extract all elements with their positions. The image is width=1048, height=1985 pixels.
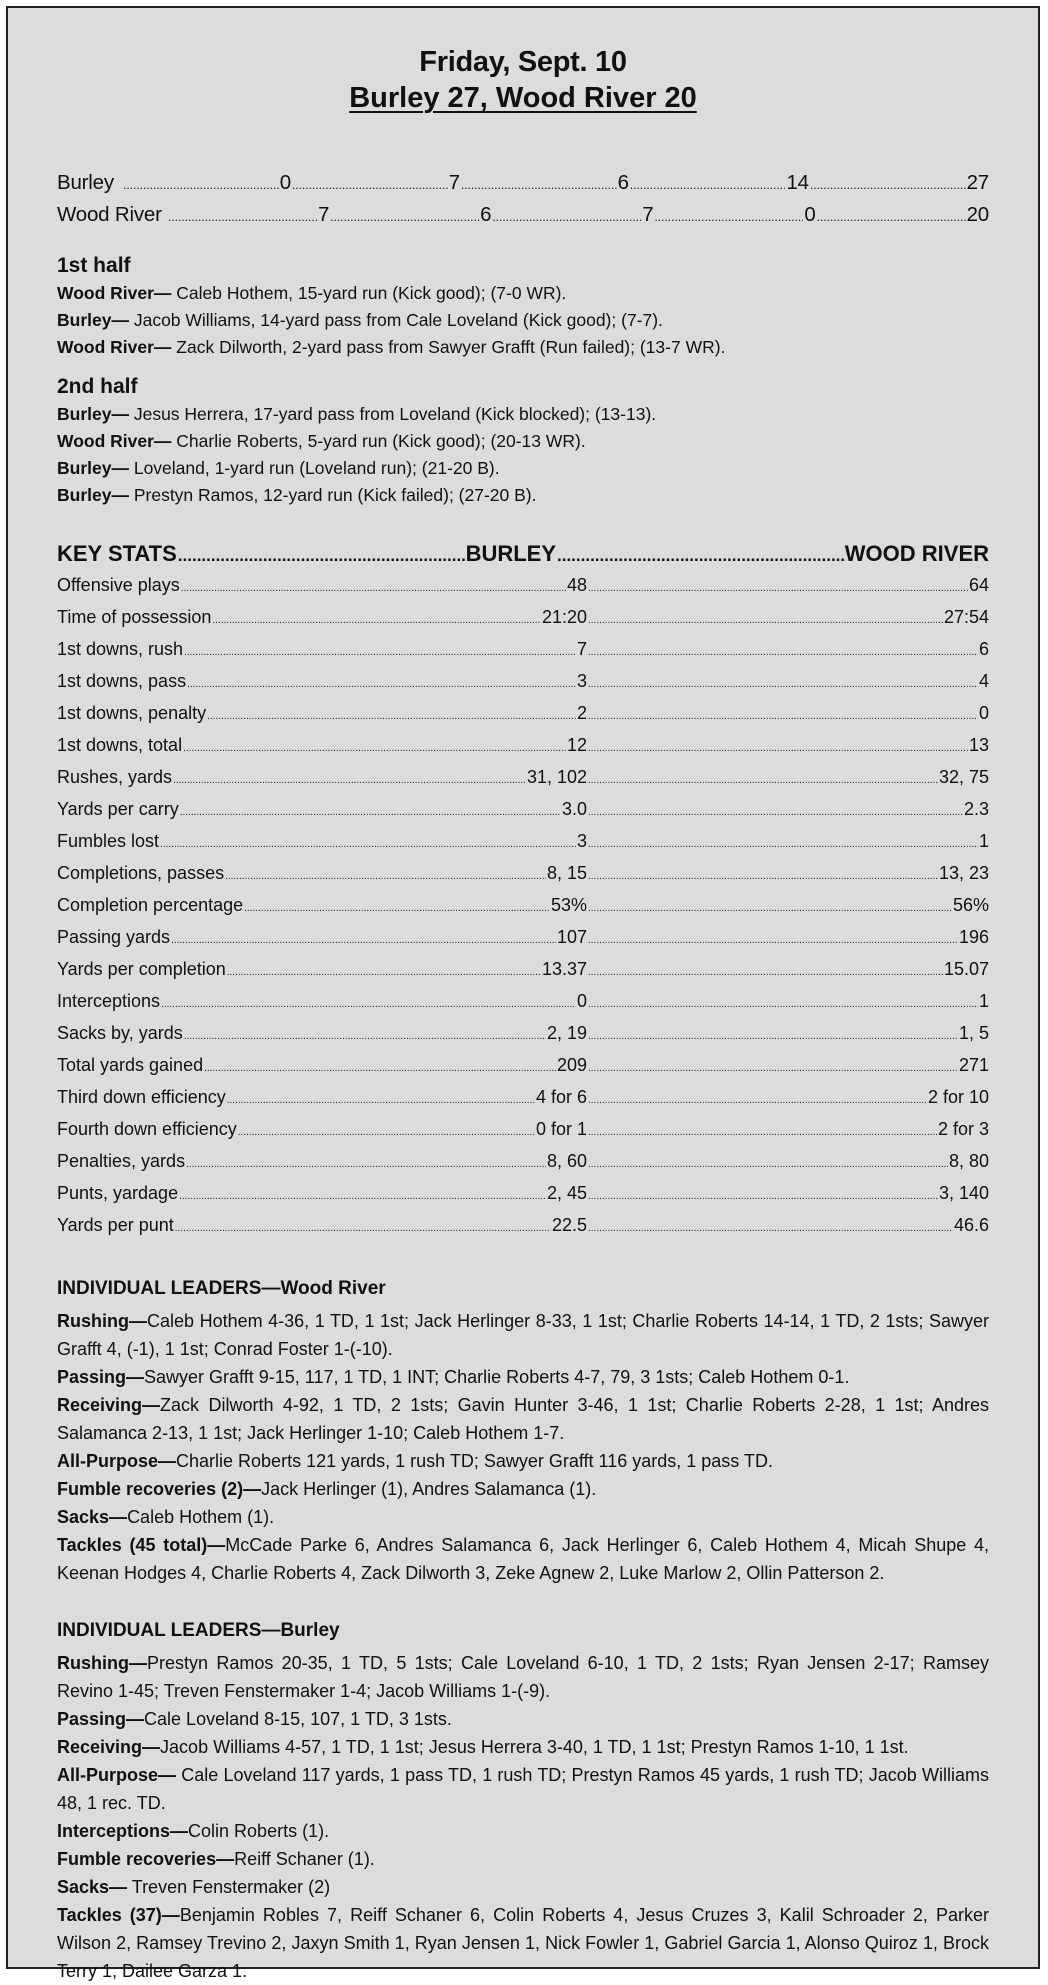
score-q4: 0 xyxy=(804,203,816,226)
key-stat-row xyxy=(57,891,989,923)
stat-burley: 3 xyxy=(576,671,587,691)
stat-label: 1st downs, pass xyxy=(57,671,187,691)
stat-burley: 12 xyxy=(566,735,587,755)
leaders-heading: INDIVIDUAL LEADERS—Burley xyxy=(57,1620,340,1641)
stat-burley: 209 xyxy=(556,1055,587,1075)
stat-wood-river: 2.3 xyxy=(963,799,989,819)
scoring-team: Burley— xyxy=(57,404,129,424)
key-stats-rows xyxy=(57,571,989,1243)
score-q2: 6 xyxy=(480,203,492,226)
key-stat-row xyxy=(57,571,989,603)
scoring-desc: Charlie Roberts, 5-yard run (Kick good); (20-13 WR). xyxy=(171,431,586,451)
stat-wood-river: 15.07 xyxy=(943,959,989,979)
leader-entry xyxy=(57,1447,989,1475)
key-stat-row xyxy=(57,667,989,699)
key-stat-row xyxy=(57,603,989,635)
key-stat-row xyxy=(57,1147,989,1179)
key-stats-header xyxy=(57,539,989,571)
score-row-burley xyxy=(57,168,989,200)
leader-details: Benjamin Robles 7, Reiff Schaner 6, Colin Roberts 4, Jesus Cruzes 3, Kalil Schroader 2, Parker Wilson 2, Ramsey Trevino 2, Jaxyn Smith 1, Ryan Jensen 1, Nick Fowler 1, Gabriel Garcia 1, Alonso Quiroz 1, Brock Terry 1, Dailee Garza 1. xyxy=(57,1905,990,1981)
leader-category: Passing— xyxy=(57,1367,145,1387)
stat-burley: 21:20 xyxy=(541,607,587,627)
leader-details: Treven Fenstermaker (2) xyxy=(127,1877,331,1897)
key-stat-row xyxy=(57,763,989,795)
stat-label: Passing yards xyxy=(57,927,171,947)
stat-burley: 2, 45 xyxy=(546,1183,587,1203)
score-q2: 7 xyxy=(448,171,460,194)
key-stat-row xyxy=(57,1051,989,1083)
game-date: Friday, Sept. 10 xyxy=(419,46,627,78)
stat-label: 1st downs, total xyxy=(57,735,183,755)
stat-wood-river: 3, 140 xyxy=(938,1183,989,1203)
stat-wood-river: 1, 5 xyxy=(958,1023,989,1043)
score-q1: 7 xyxy=(317,203,330,226)
stat-burley: 3 xyxy=(576,831,587,851)
stat-label: Yards per punt xyxy=(57,1215,174,1235)
stat-label: Total yards gained xyxy=(57,1055,204,1075)
scoring-play xyxy=(57,280,989,307)
stat-wood-river: 46.6 xyxy=(953,1215,989,1235)
box-score-card xyxy=(6,6,1040,1981)
leader-details: Colin Roberts (1). xyxy=(188,1821,330,1841)
leader-details: Cale Loveland 8-15, 107, 1 TD, 3 1sts. xyxy=(144,1709,452,1729)
stat-label: Rushes, yards xyxy=(57,767,173,787)
score-q1: 0 xyxy=(279,171,291,194)
key-stat-row xyxy=(57,1211,989,1243)
leader-entry xyxy=(57,1705,989,1733)
stat-wood-river: 1 xyxy=(978,991,989,1011)
scoring-team: Burley— xyxy=(57,458,129,478)
scoring-play xyxy=(57,455,989,482)
scoring-desc: Loveland, 1-yard run (Loveland run); (21-20 B). xyxy=(128,458,500,478)
leader-entry xyxy=(57,1503,989,1531)
scoring-play xyxy=(57,401,989,428)
leader-entry xyxy=(57,1873,989,1901)
score-by-quarter xyxy=(57,168,989,232)
stat-label: Penalties, yards xyxy=(57,1151,186,1171)
stat-burley: 22.5 xyxy=(551,1215,587,1235)
stat-wood-river: 56% xyxy=(952,895,989,915)
stat-label: 1st downs, penalty xyxy=(57,703,207,723)
key-stat-row xyxy=(57,1115,989,1147)
stat-wood-river: 64 xyxy=(968,575,989,595)
key-stat-row xyxy=(57,731,989,763)
leader-entry xyxy=(57,1901,989,1985)
key-stat-row xyxy=(57,635,989,667)
key-stat-row xyxy=(57,827,989,859)
stat-burley: 8, 60 xyxy=(546,1151,587,1171)
key-stat-row xyxy=(57,955,989,987)
stat-wood-river: 271 xyxy=(958,1055,989,1075)
stat-wood-river: 2 for 3 xyxy=(937,1119,989,1139)
leader-details: Reiff Schaner (1). xyxy=(234,1849,375,1869)
scoring-desc: Jacob Williams, 14-yard pass from Cale Loveland (Kick good); (7-7). xyxy=(128,310,663,330)
scoring-desc: Caleb Hothem, 15-yard run (Kick good); (7-0 WR). xyxy=(171,283,567,303)
stat-burley: 31, 102 xyxy=(526,767,587,787)
leader-details: Sawyer Grafft 9-15, 117, 1 TD, 1 INT; Charlie Roberts 4-7, 79, 3 1sts; Caleb Hothem 0-1. xyxy=(144,1367,850,1387)
leader-category: Sacks— xyxy=(57,1877,128,1897)
leader-details: Zack Dilworth 4-92, 1 TD, 2 1sts; Gavin Hunter 3-46, 1 1st; Charlie Roberts 2-28, 1 1st; Andres Salamanca 2-13, 1 1st; Jack Herlinger 1-10; Caleb Hothem 1-7. xyxy=(57,1395,989,1443)
leader-entry xyxy=(57,1761,989,1817)
key-stat-row xyxy=(57,1083,989,1115)
leaders-list xyxy=(57,1649,989,1985)
first-half-heading: 1st half xyxy=(57,254,131,277)
stat-wood-river: 4 xyxy=(978,671,989,691)
leader-category: All-Purpose— xyxy=(57,1451,177,1471)
stat-label: Third down efficiency xyxy=(57,1087,226,1107)
stat-label: Completion percentage xyxy=(57,895,244,915)
leader-category: Rushing— xyxy=(57,1311,147,1331)
leader-category: Receiving— xyxy=(57,1737,161,1757)
leader-details: Charlie Roberts 121 yards, 1 rush TD; Sawyer Grafft 116 yards, 1 pass TD. xyxy=(176,1451,773,1471)
stat-label: Yards per carry xyxy=(57,799,179,819)
score-team: Burley xyxy=(57,171,114,194)
stat-label: Completions, passes xyxy=(57,863,225,883)
stat-burley: 107 xyxy=(556,927,587,947)
leaders-heading: INDIVIDUAL LEADERS—Wood River xyxy=(57,1278,386,1299)
leader-category: Receiving— xyxy=(57,1395,161,1415)
stat-burley: 4 for 6 xyxy=(535,1087,587,1107)
leader-category: Tackles (45 total)— xyxy=(57,1535,226,1555)
stat-wood-river: 196 xyxy=(958,927,989,947)
leader-details: Prestyn Ramos 20-35, 1 TD, 5 1sts; Cale Loveland 6-10, 1 TD, 2 1sts; Ryan Jensen 2-17; Ramsey Revino 1-45; Treven Fenstermaker 1-4; Jacob Williams 1-(-9). xyxy=(57,1653,989,1701)
scoring-play xyxy=(57,482,989,509)
stat-burley: 3.0 xyxy=(561,799,587,819)
score-q3: 6 xyxy=(617,171,629,194)
stat-burley: 48 xyxy=(566,575,587,595)
key-stat-row xyxy=(57,987,989,1019)
leader-entry xyxy=(57,1307,989,1363)
score-final: 20 xyxy=(966,203,989,226)
stat-wood-river: 32, 75 xyxy=(938,767,989,787)
leader-details: Cale Loveland 117 yards, 1 pass TD, 1 rush TD; Prestyn Ramos 45 yards, 1 rush TD; Jacob Williams 48, 1 rec. TD. xyxy=(57,1765,989,1813)
scoring-desc: Prestyn Ramos, 12-yard run (Kick failed); (27-20 B). xyxy=(128,485,537,505)
box-score-content xyxy=(57,44,989,1985)
leader-details: Jack Herlinger (1), Andres Salamanca (1). xyxy=(261,1479,597,1499)
stat-label: Sacks by, yards xyxy=(57,1023,183,1043)
column-header-wood-river: WOOD RIVER xyxy=(844,541,990,566)
scoring-team: Wood River— xyxy=(57,431,172,451)
scoring-team: Burley— xyxy=(57,485,129,505)
stat-wood-river: 6 xyxy=(978,639,989,659)
stat-wood-river: 13 xyxy=(968,735,989,755)
key-stats-table xyxy=(57,539,989,1243)
stat-wood-river: 0 xyxy=(978,703,989,723)
leader-entry xyxy=(57,1817,989,1845)
first-half-plays xyxy=(57,280,989,361)
scoring-desc: Zack Dilworth, 2-yard pass from Sawyer Grafft (Run failed); (13-7 WR). xyxy=(171,337,726,357)
leaders-list xyxy=(57,1307,989,1587)
leader-entry xyxy=(57,1391,989,1447)
second-half-heading: 2nd half xyxy=(57,375,138,398)
leader-details: McCade Parke 6, Andres Salamanca 6, Jack Herlinger 6, Caleb Hothem 4, Micah Shupe 4, Keenan Hodges 4, Charlie Roberts 4, Zack Dilworth 3, Zeke Agnew 2, Luke Marlow 2, Ollin Patterson 2. xyxy=(57,1535,989,1583)
scoring-play xyxy=(57,334,989,361)
score-final: 27 xyxy=(966,171,990,194)
leader-category: All-Purpose— xyxy=(57,1765,177,1785)
leader-category: Passing— xyxy=(57,1709,145,1729)
stat-burley: 2 xyxy=(576,703,587,723)
stat-burley: 53% xyxy=(550,895,587,915)
stat-burley: 0 xyxy=(576,991,587,1011)
score-q4: 14 xyxy=(786,171,809,194)
stat-burley: 2, 19 xyxy=(546,1023,587,1043)
key-stat-row xyxy=(57,859,989,891)
key-stat-row xyxy=(57,923,989,955)
scoring-desc: Jesus Herrera, 17-yard pass from Loveland (Kick blocked); (13-13). xyxy=(128,404,657,424)
leaders-burley xyxy=(57,1617,989,1985)
column-header-burley: BURLEY xyxy=(465,541,557,566)
stat-label: Fourth down efficiency xyxy=(57,1119,237,1139)
score-team: Wood River xyxy=(57,203,162,226)
leader-entry xyxy=(57,1733,989,1761)
game-result-text: Burley 27, Wood River 20 xyxy=(349,82,697,114)
leader-category: Interceptions— xyxy=(57,1821,189,1841)
leader-category: Sacks— xyxy=(57,1507,128,1527)
stat-burley: 0 for 1 xyxy=(535,1119,587,1139)
scoring-play xyxy=(57,428,989,455)
scoring-team: Wood River— xyxy=(57,283,172,303)
score-q3: 7 xyxy=(642,203,654,226)
stat-wood-river: 2 for 10 xyxy=(927,1087,989,1107)
leader-category: Fumble recoveries (2)— xyxy=(57,1479,262,1499)
key-stat-row xyxy=(57,1019,989,1051)
key-stats-title: KEY STATS xyxy=(57,541,177,566)
leader-entry xyxy=(57,1845,989,1873)
stat-wood-river: 8, 80 xyxy=(948,1151,989,1171)
key-stat-row xyxy=(57,699,989,731)
stat-wood-river: 13, 23 xyxy=(938,863,989,883)
stat-label: 1st downs, rush xyxy=(57,639,184,659)
leader-entry xyxy=(57,1649,989,1705)
leader-details: Jacob Williams 4-57, 1 TD, 1 1st; Jesus Herrera 3-40, 1 TD, 1 1st; Prestyn Ramos 1-10, 1 1st. xyxy=(160,1737,909,1757)
leader-entry xyxy=(57,1475,989,1503)
stat-burley: 13.37 xyxy=(541,959,587,979)
leader-details: Caleb Hothem 4-36, 1 TD, 1 1st; Jack Herlinger 8-33, 1 1st; Charlie Roberts 14-14, 1 TD, 2 1sts; Sawyer Grafft 4, (-1), 1 1st; Conrad Foster 1-(-10). xyxy=(57,1311,989,1359)
leader-category: Rushing— xyxy=(57,1653,147,1673)
stat-label: Time of possession xyxy=(57,607,212,627)
leaders-wood-river xyxy=(57,1275,989,1587)
stat-label: Fumbles lost xyxy=(57,831,160,851)
leader-entry xyxy=(57,1531,989,1587)
stat-label: Yards per completion xyxy=(57,959,226,979)
stat-burley: 7 xyxy=(576,639,587,659)
key-stat-row xyxy=(57,795,989,827)
stat-label: Offensive plays xyxy=(57,575,180,595)
scoring-team: Wood River— xyxy=(57,337,172,357)
second-half-plays xyxy=(57,401,989,509)
game-result xyxy=(57,80,989,116)
leader-category: Fumble recoveries— xyxy=(57,1849,235,1869)
leader-category: Tackles (37)— xyxy=(57,1905,180,1925)
stat-label: Punts, yardage xyxy=(57,1183,179,1203)
scoring-team: Burley— xyxy=(57,310,129,330)
stat-burley: 8, 15 xyxy=(546,863,587,883)
stat-wood-river: 1 xyxy=(978,831,989,851)
leader-entry xyxy=(57,1363,989,1391)
stat-wood-river: 27:54 xyxy=(943,607,989,627)
scoring-play xyxy=(57,307,989,334)
key-stat-row xyxy=(57,1179,989,1211)
leader-details: Caleb Hothem (1). xyxy=(127,1507,275,1527)
stat-label: Interceptions xyxy=(57,991,161,1011)
score-row-wood-river xyxy=(57,200,989,232)
